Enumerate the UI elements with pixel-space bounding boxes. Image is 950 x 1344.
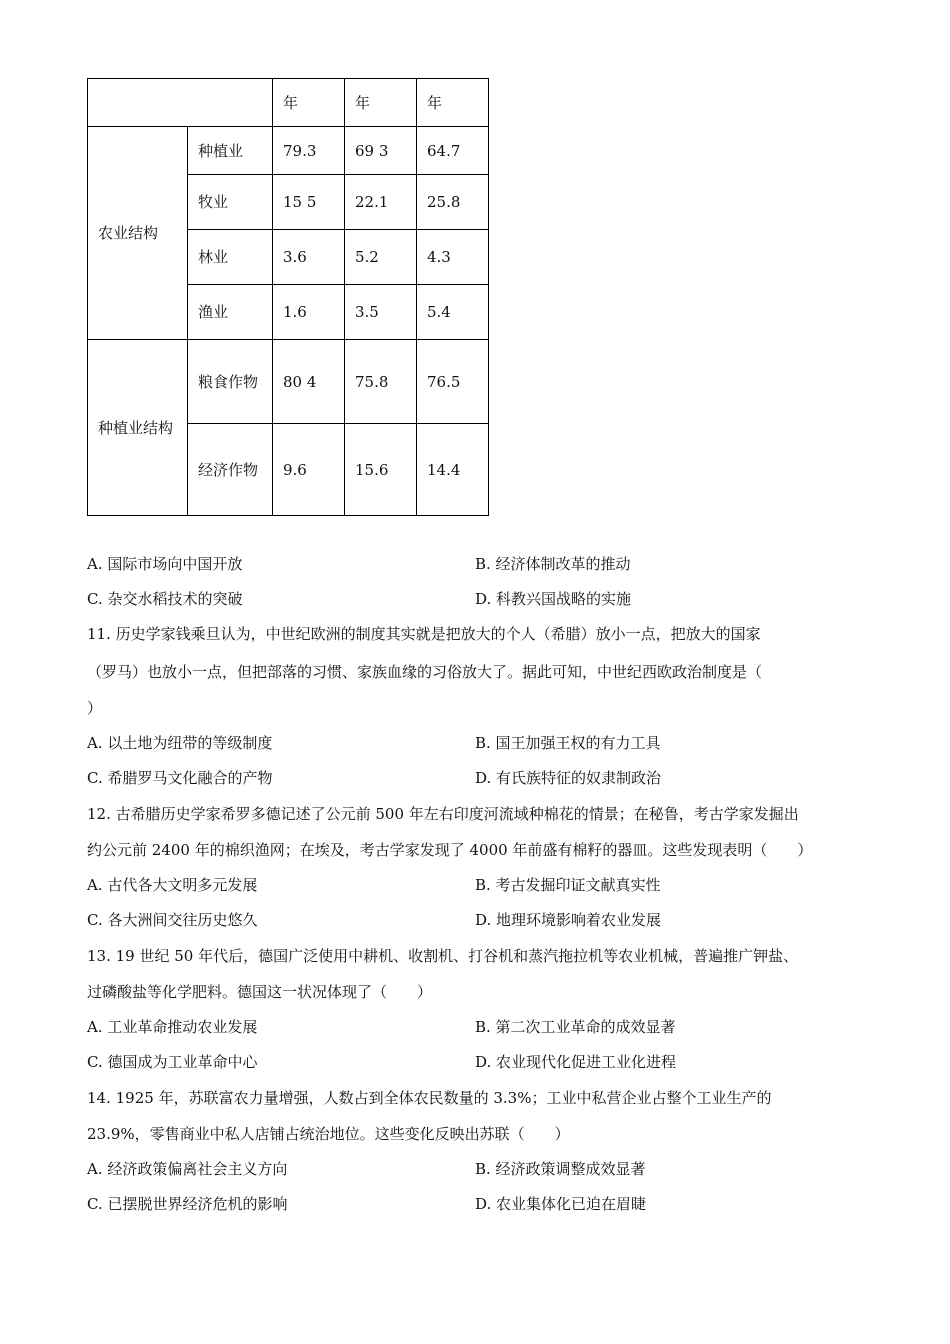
table-cell: 64.7: [417, 127, 489, 175]
q13-option-a: A. 工业革命推动农业发展: [87, 1018, 258, 1036]
q11-option-d: D. 有氏族特征的奴隶制政治: [475, 769, 662, 787]
q14-option-c: C. 已摆脱世界经济危机的影响: [87, 1195, 288, 1213]
q11-stem-line1: 11. 历史学家钱乘旦认为，中世纪欧洲的制度其实就是把放大的个人（希腊）放小一点，把放大的国家: [87, 625, 761, 643]
q11-stem-line3: ）: [87, 699, 103, 717]
header-cell-empty: [88, 79, 273, 127]
table-cell: 3.5: [345, 285, 417, 340]
q10-option-b: B. 经济体制改革的推动: [475, 555, 631, 573]
agriculture-structure-table: [87, 78, 489, 516]
q13-stem-line2: 过磷酸盐等化学肥料。德国这一状况体现了（ ）: [87, 983, 433, 1001]
q12-option-c: C. 各大洲间交往历史悠久: [87, 911, 258, 929]
table-cell: 22.1: [345, 175, 417, 230]
table-cell: 3.6: [273, 230, 345, 285]
table-cell: 15 5: [273, 175, 345, 230]
q10-option-c: C. 杂交水稻技术的突破: [87, 590, 243, 608]
table-cell: 15.6: [345, 424, 417, 516]
row-label: 林业: [188, 230, 273, 285]
table-header-row: [88, 79, 489, 127]
table-row: [88, 127, 489, 175]
q12-option-d: D. 地理环境影响着农业发展: [475, 911, 662, 929]
table-cell: 80 4: [273, 340, 345, 424]
header-cell-year: 年: [417, 79, 489, 127]
q14-option-d: D. 农业集体化已迫在眉睫: [475, 1195, 647, 1213]
group-label: 农业结构: [88, 127, 188, 340]
q12-stem-line2: 约公元前 2400 年的棉织渔网；在埃及，考古学家发现了 4000 年前盛有棉籽的器皿。这些发现表明（ ）: [87, 841, 813, 859]
q13-option-b: B. 第二次工业革命的成效显著: [475, 1018, 676, 1036]
table-cell: 4.3: [417, 230, 489, 285]
q11-stem-line2: （罗马）也放小一点，但把部落的习惯、家族血缘的习俗放大了。据此可知，中世纪西欧政治制度是（: [87, 663, 763, 681]
q14-option-b: B. 经济政策调整成效显著: [475, 1160, 646, 1178]
table-row: [88, 340, 489, 424]
table-cell: 5.2: [345, 230, 417, 285]
table-cell: 9.6: [273, 424, 345, 516]
table-cell: 69 3: [345, 127, 417, 175]
table-cell: 14.4: [417, 424, 489, 516]
q11-option-b: B. 国王加强王权的有力工具: [475, 734, 661, 752]
q14-option-a: A. 经济政策偏离社会主义方向: [87, 1160, 288, 1178]
q10-option-a: A. 国际市场向中国开放: [87, 555, 243, 573]
row-label: 牧业: [188, 175, 273, 230]
q12-option-b: B. 考古发掘印证文献真实性: [475, 876, 661, 894]
q12-option-a: A. 古代各大文明多元发展: [87, 876, 258, 894]
table-cell: 5.4: [417, 285, 489, 340]
table-cell: 75.8: [345, 340, 417, 424]
row-label: 粮食作物: [188, 340, 273, 424]
q14-stem-line2: 23.9%，零售商业中私人店铺占统治地位。这些变化反映出苏联（ ）: [87, 1125, 570, 1143]
q13-option-d: D. 农业现代化促进工业化进程: [475, 1053, 677, 1071]
header-cell-year: 年: [273, 79, 345, 127]
q10-option-d: D. 科教兴国战略的实施: [475, 590, 632, 608]
row-label: 经济作物: [188, 424, 273, 516]
table-cell: 25.8: [417, 175, 489, 230]
q12-stem-line1: 12. 古希腊历史学家希罗多德记述了公元前 500 年左右印度河流域种棉花的情景；在秘鲁，考古学家发掘出: [87, 805, 799, 823]
table-cell: 76.5: [417, 340, 489, 424]
q13-stem-line1: 13. 19 世纪 50 年代后，德国广泛使用中耕机、收割机、打谷机和蒸汽拖拉机等农业机械，普遍推广钾盐、: [87, 947, 799, 965]
q11-option-a: A. 以土地为纽带的等级制度: [87, 734, 273, 752]
group-label: 种植业结构: [88, 340, 188, 516]
table-cell: 1.6: [273, 285, 345, 340]
row-label: 渔业: [188, 285, 273, 340]
q13-option-c: C. 德国成为工业革命中心: [87, 1053, 258, 1071]
q14-stem-line1: 14. 1925 年，苏联富农力量增强，人数占到全体农民数量的 3.3%；工业中私营企业占整个工业生产的: [87, 1089, 772, 1107]
table-cell: 79.3: [273, 127, 345, 175]
row-label: 种植业: [188, 127, 273, 175]
q11-option-c: C. 希腊罗马文化融合的产物: [87, 769, 273, 787]
header-cell-year: 年: [345, 79, 417, 127]
